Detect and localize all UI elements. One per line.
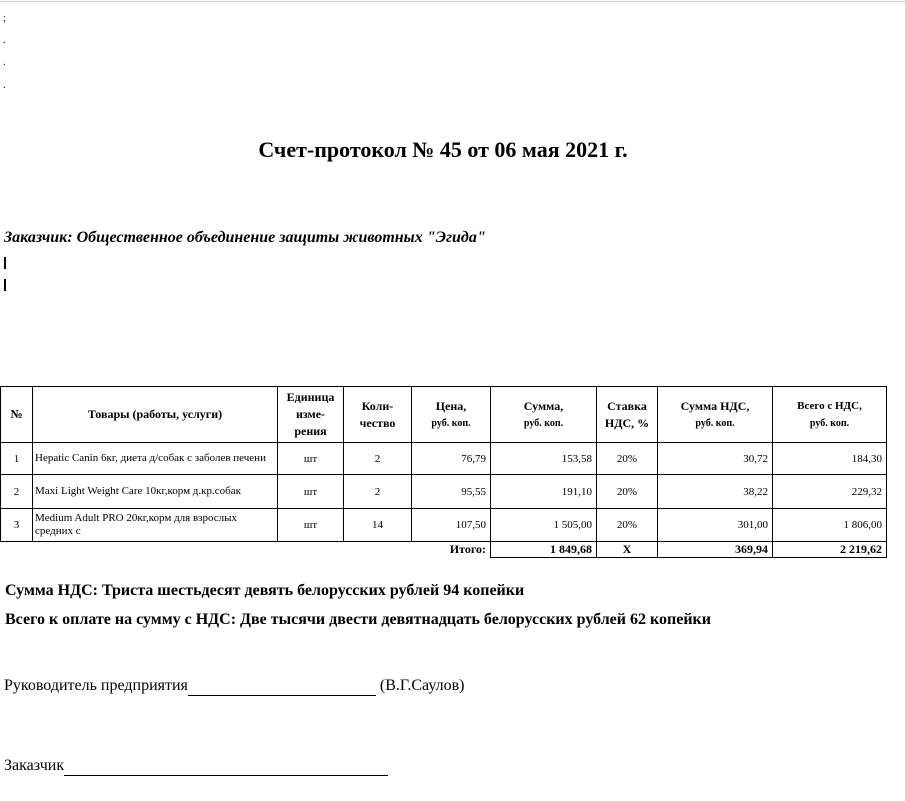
margin-mark: . [3,35,6,46]
signature-line [188,677,376,696]
margin-mark: ; [3,13,6,24]
item-name: Maxi Light Weight Care 10кг,корм д.кр.собак [33,475,278,509]
customer-line: Заказчик: Общественное объединение защиты животных "Эгида" [4,229,486,246]
header-rate: Ставка НДС, % [597,387,658,443]
totals-rate: X [597,542,658,558]
customer-signature [4,757,388,776]
table-row: 2 Maxi Light Weight Care 10кг,корм д.кр.собак шт 2 95,55 191,10 20% 38,22 229,32 [1,475,887,509]
totals-sum: 1 849,68 [491,542,597,558]
total-amount-words: Всего к оплате на сумму с НДС: Две тысячи двести девятнадцать белорусских рублей 62 копейки [5,611,711,628]
table-header-row [1,387,887,443]
header-qty: Коли- чество [344,387,412,443]
margin-mark [4,279,6,291]
header-price: Цена, руб. коп. [412,387,491,443]
header-unit: Единица изме- рения [278,387,344,443]
totals-row [1,542,887,558]
totals-vat: 369,94 [658,542,773,558]
table-row: 1 Hepatic Canin 6кг, диета д/собак с заболев печени шт 2 76,79 153,58 20% 30,72 184,30 [1,443,887,475]
header-num: № [1,387,33,443]
top-divider [0,1,905,2]
margin-mark: . [3,57,6,68]
signature-line [64,757,388,776]
totals-label: Итого: [449,542,486,557]
table-row: 3 Medium Adult PRO 20кг,корм для взрослых средних с шт 14 107,50 1 505,00 20% 301,00 1 806,00 [1,509,887,542]
invoice-title: Счет-протокол № 45 от 06 мая 2021 г. [258,137,628,162]
item-name: Hepatic Canin 6кг, диета д/собак с заболев печени [33,443,278,475]
header-sum: Сумма, руб. коп. [491,387,597,443]
header-goods: Товары (работы, услуги) [33,387,278,443]
totals-total: 2 219,62 [773,542,887,558]
header-total: Всего с НДС, руб. коп. [773,387,887,443]
header-vat: Сумма НДС, руб. коп. [658,387,773,443]
item-name: Medium Adult PRO 20кг,корм для взрослых средних с [33,509,278,542]
margin-mark: . [3,80,6,91]
director-name: (В.Г.Саулов) [379,677,465,694]
director-signature [4,677,465,696]
vat-amount-words: Сумма НДС: Триста шестьдесят девять белорусских рублей 94 копейки [5,582,525,599]
invoice-table [0,386,887,558]
customer-label: Заказчик [4,757,65,774]
margin-mark [4,257,6,269]
director-label: Руководитель предприятия [4,677,188,694]
